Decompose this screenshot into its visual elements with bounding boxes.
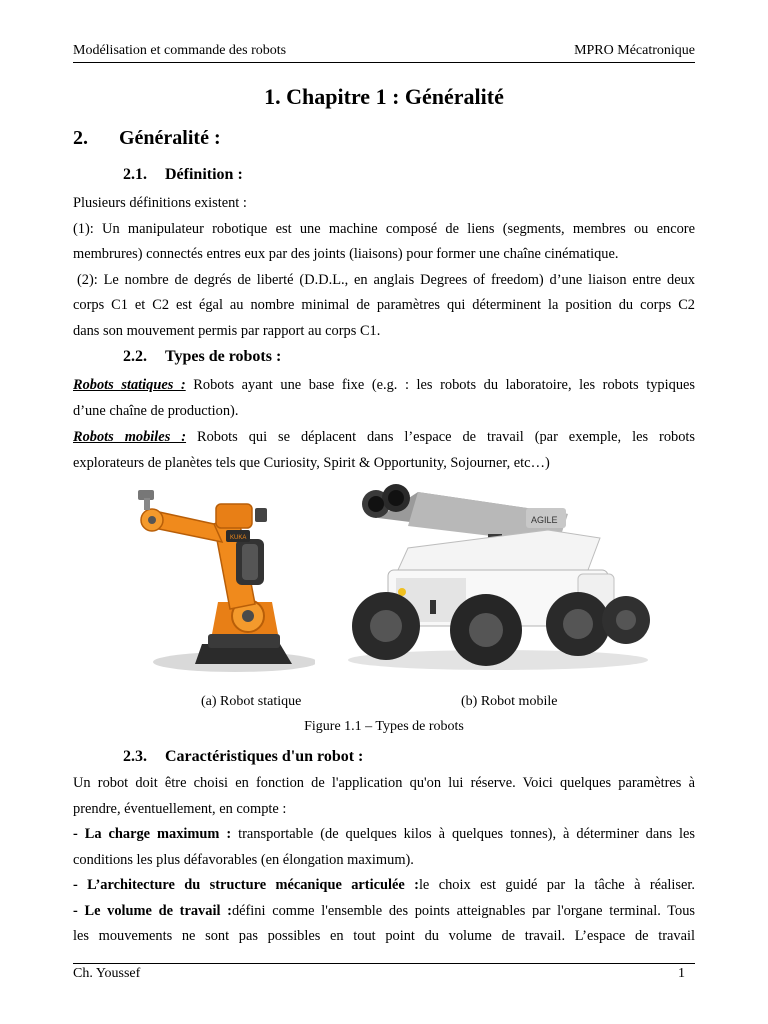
max-load-term: - La charge maximum :: [73, 826, 232, 842]
footer-author: Ch. Youssef: [73, 966, 141, 981]
definition-paragraph: [73, 191, 695, 344]
architecture-term: - L’architecture du structure mécanique articulée :: [73, 877, 419, 893]
definition-line: membrures) connectés entres eux par des joints (liaisons) pour former une chaîne cinématique.: [73, 246, 619, 262]
definition-line: corps C1 et C2 est égal au nombre minimal de paramètres qui déterminent la position du corps C2: [73, 297, 695, 313]
header-program: MPRO Mécatronique: [574, 43, 695, 58]
work-volume-term: - Le volume de travail :: [73, 902, 232, 919]
section-heading: [73, 127, 221, 150]
work-volume-text: défini comme l'ensemble des points atteignables par l'organe terminal. Tous: [231, 902, 695, 919]
subsection-characteristics-heading: [123, 748, 363, 766]
chapter-title: 1. Chapitre 1 : Généralité: [264, 84, 504, 109]
characteristics-intro: Un robot doit être choisi en fonction de l'application qu'on lui réserve. Voici quelques paramètres à: [73, 775, 695, 791]
mobile-robots-text-cont: explorateurs de planètes tels que Curiosity, Spirit & Opportunity, Sojourner, etc…): [73, 454, 550, 471]
industrial-robot-arm-image: [130, 484, 315, 679]
characteristics-intro-cont: prendre, éventuellement, en compte :: [73, 800, 287, 817]
figure-caption-a: (a) Robot statique: [201, 694, 302, 709]
section-number: 2.: [73, 127, 88, 149]
page-footer: [73, 963, 695, 984]
definition-line: (1): Un manipulateur robotique est une machine composé de liens (segments, membres ou encore: [73, 220, 695, 237]
static-robots-text: Robots ayant une base fixe (e.g. : les robots du laboratoire, les robots typiques: [185, 377, 695, 393]
max-load-text-cont: conditions les plus défavorables (en élongation maximum).: [73, 851, 414, 868]
rover-brand-label: AGILE: [531, 515, 558, 525]
subsection-number: 2.2.: [123, 348, 147, 365]
page-number: 1: [678, 966, 685, 981]
subsection-number: 2.1.: [123, 166, 147, 183]
arm-brand-label: KUKA: [230, 535, 247, 541]
definition-line: dans son mouvement permis par rapport au corps C1.: [73, 322, 381, 339]
architecture-text: le choix est guidé par la tâche à réaliser.: [418, 877, 695, 893]
subsection-number: 2.3.: [123, 748, 147, 765]
definition-line: (2): Le nombre de degrés de liberté (D.D.L., en anglais Degrees of freedom) d’une liaison entre deux: [77, 271, 695, 288]
subsection-title: Définition :: [165, 166, 243, 183]
subsection-types-heading: [123, 348, 281, 366]
section-title: Généralité :: [119, 127, 221, 149]
figure-caption-b: (b) Robot mobile: [461, 694, 558, 709]
mobile-robot-image: [338, 478, 653, 676]
mobile-robots-term: Robots mobiles :: [73, 429, 187, 445]
header-course-title: Modélisation et commande des robots: [73, 43, 287, 58]
max-load-text: transportable (de quelques kilos à quelques tonnes), à déterminer dans les: [231, 826, 695, 842]
characteristics-paragraph: [73, 771, 695, 950]
page-header: [73, 40, 695, 63]
mobile-robots-paragraph: [73, 425, 695, 476]
figure-caption: Figure 1.1 – Types de robots: [304, 719, 464, 734]
static-robots-term: Robots statiques :: [73, 377, 186, 393]
work-volume-text-cont: les mouvements ne sont pas possibles en tout point du volume de travail. L’espace de travail: [73, 928, 695, 944]
static-robots-text-cont: d’une chaîne de production).: [73, 402, 239, 419]
definition-line: Plusieurs définitions existent :: [73, 195, 247, 211]
static-robots-paragraph: [73, 373, 695, 424]
mobile-robots-text: Robots qui se déplacent dans l’espace de travail (par exemple, les robots: [186, 429, 695, 445]
subsection-title: Types de robots :: [165, 348, 282, 365]
subsection-definition-heading: [123, 166, 243, 184]
subsection-title: Caractéristiques d'un robot :: [165, 748, 364, 765]
